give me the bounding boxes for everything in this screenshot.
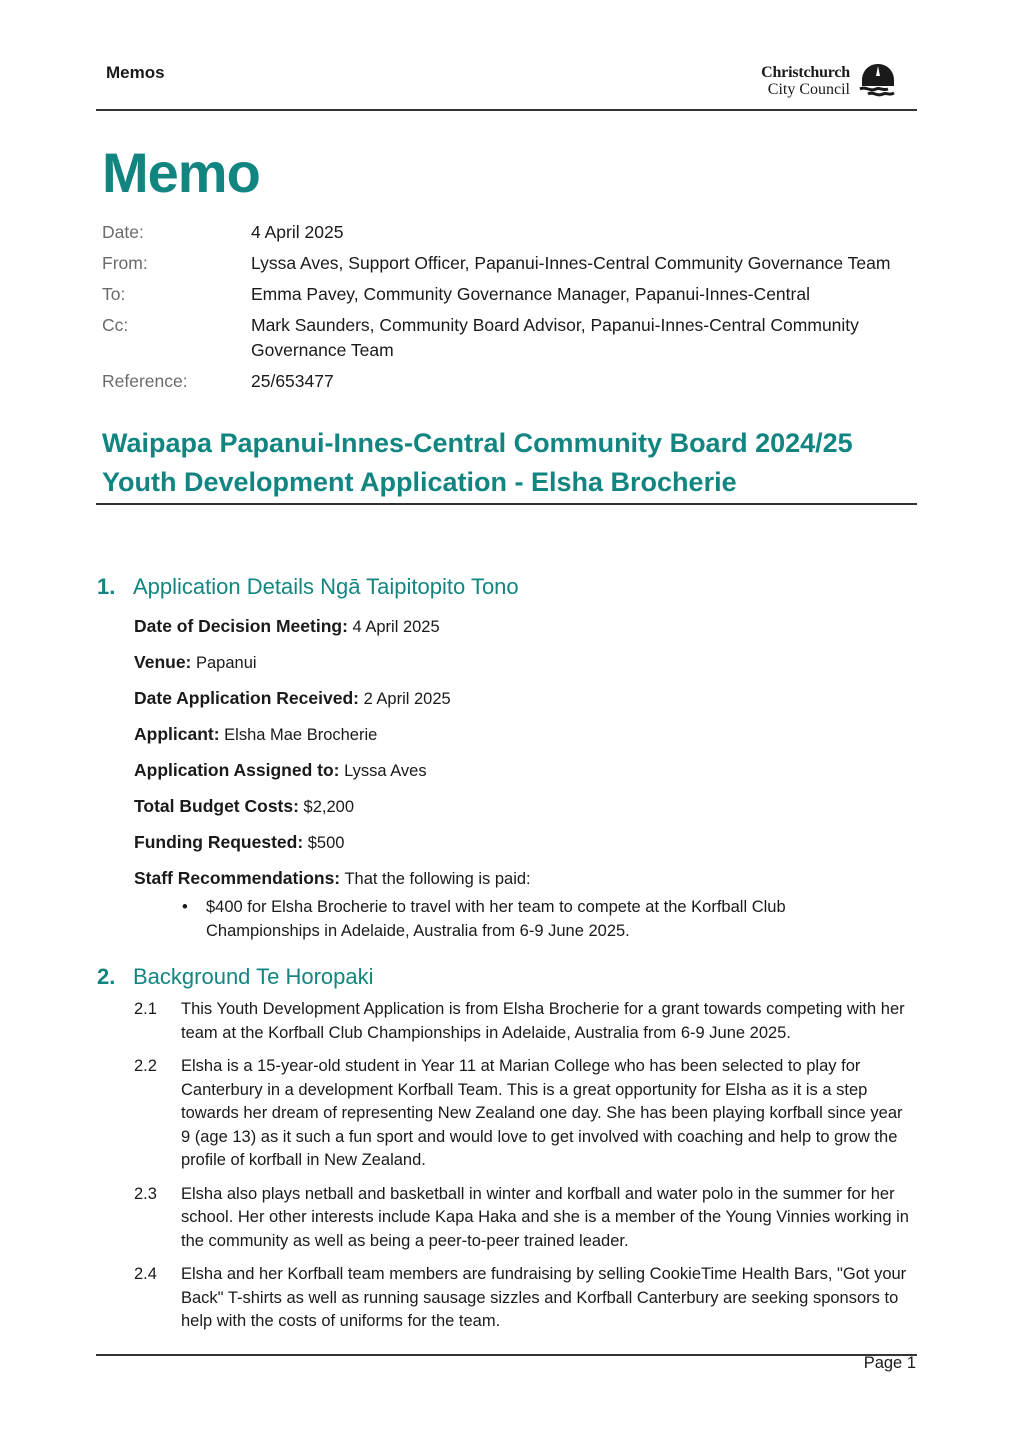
recommendation-list bbox=[180, 896, 880, 943]
detail-value: That the following is paid: bbox=[344, 870, 531, 888]
detail-value: $500 bbox=[307, 834, 345, 852]
meta-value: Emma Pavey, Community Governance Manager, Papanui-Innes-Central bbox=[251, 284, 810, 304]
logo-text-line2: City Council bbox=[767, 81, 850, 98]
footer-divider bbox=[96, 1354, 917, 1356]
background-paragraphs bbox=[134, 998, 914, 1344]
detail-key: Total Budget Costs: bbox=[134, 796, 299, 816]
paragraph-text: Elsha also plays netball and basketball in winter and korfball and water polo in the summer for her school. Her other interests include Kapa Haka and she is a member of the Young Vinnies working in the community as well as being a peer-to-peer trained leader. bbox=[181, 1184, 909, 1250]
list-item bbox=[180, 896, 880, 943]
detail-key: Applicant: bbox=[134, 724, 220, 744]
section-number: 1. bbox=[97, 574, 116, 599]
detail-row bbox=[134, 758, 914, 794]
detail-key: Date Application Received: bbox=[134, 688, 359, 708]
detail-row bbox=[134, 614, 914, 650]
detail-value: 2 April 2025 bbox=[363, 690, 451, 708]
numbered-paragraph bbox=[134, 1263, 914, 1334]
logo-text-line1: Christchurch bbox=[761, 64, 850, 81]
header-label: Memos bbox=[106, 63, 165, 82]
detail-key: Venue: bbox=[134, 652, 192, 672]
detail-value: Lyssa Aves bbox=[344, 762, 427, 780]
header-divider bbox=[96, 109, 917, 111]
meta-row-reference bbox=[102, 369, 912, 394]
paragraph-number: 2.2 bbox=[134, 1057, 157, 1075]
page-number: Page 1 bbox=[863, 1354, 916, 1372]
application-details bbox=[134, 614, 914, 902]
paragraph-text: This Youth Development Application is from Elsha Brocherie for a grant towards competing with her team at the Korfball Club Championships in Adelaide, Australia from 6-9 June 2025. bbox=[181, 1000, 905, 1042]
detail-value: Papanui bbox=[195, 654, 257, 672]
detail-key: Application Assigned to: bbox=[134, 760, 340, 780]
numbered-paragraph bbox=[134, 1055, 914, 1173]
detail-row bbox=[134, 650, 914, 686]
memo-subject: Waipapa Papanui-Innes-Central Community Board 2024/25 Youth Development Application - Elsha Brocherie bbox=[102, 428, 853, 497]
detail-key: Staff Recommendations: bbox=[134, 868, 341, 888]
paragraph-text: Elsha is a 15-year-old student in Year 11 at Marian College who has been selected to play for Canterbury in a development Korfball Team. This is a great opportunity for Elsha as it is a step towards her dream of representing New Zealand one day. She has been playing korfball since year 9 (age 13) as it such a fun sport and would love to get involved with coaching and help to grow the profile of korfball in New Zealand. bbox=[181, 1057, 903, 1169]
council-logo bbox=[746, 62, 906, 102]
meta-key: To: bbox=[102, 284, 126, 304]
meta-key: Reference: bbox=[102, 371, 188, 391]
meta-value: Lyssa Aves, Support Officer, Papanui-Innes-Central Community Governance Team bbox=[251, 253, 891, 273]
detail-row bbox=[134, 794, 914, 830]
detail-row bbox=[134, 686, 914, 722]
meta-row-from bbox=[102, 251, 912, 276]
paragraph-number: 2.3 bbox=[134, 1184, 157, 1203]
meta-key: Date: bbox=[102, 222, 144, 242]
bullet-icon: • bbox=[182, 898, 188, 916]
cathedral-logo-icon bbox=[858, 62, 898, 100]
numbered-paragraph bbox=[134, 1183, 914, 1254]
section-heading-background bbox=[97, 964, 374, 990]
detail-key: Date of Decision Meeting: bbox=[134, 616, 348, 636]
meta-value: 25/653477 bbox=[251, 371, 334, 391]
numbered-paragraph bbox=[134, 998, 914, 1045]
paragraph-number: 2.1 bbox=[134, 1000, 157, 1018]
meta-key: From: bbox=[102, 253, 148, 273]
meta-value: 4 April 2025 bbox=[251, 222, 344, 242]
list-item-text: $400 for Elsha Brocherie to travel with her team to compete at the Korfball Club Championships in Adelaide, Australia from 6-9 June 2025. bbox=[206, 898, 786, 940]
section-heading-application-details bbox=[97, 574, 519, 600]
paragraph-text: Elsha and her Korfball team members are fundraising by selling CookieTime Health Bars, "Got your Back" T-shirts as well as running sausage sizzles and Korfball Canterbury are seeking sponsors to help with the costs of uniforms for the team. bbox=[181, 1265, 907, 1330]
meta-value: Mark Saunders, Community Board Advisor, Papanui-Innes-Central Community Governance Team bbox=[251, 315, 859, 360]
meta-row-date bbox=[102, 220, 912, 245]
meta-row-cc bbox=[102, 313, 912, 363]
detail-row bbox=[134, 722, 914, 758]
paragraph-number: 2.4 bbox=[134, 1265, 157, 1283]
section-title: Application Details Ngā Taipitopito Tono bbox=[133, 574, 519, 599]
memo-title: Memo bbox=[102, 141, 260, 204]
detail-value: 4 April 2025 bbox=[352, 618, 440, 636]
meta-key: Cc: bbox=[102, 315, 129, 335]
section-title: Background Te Horopaki bbox=[133, 964, 374, 989]
detail-value: $2,200 bbox=[303, 798, 355, 816]
meta-row-to bbox=[102, 282, 912, 307]
subject-divider bbox=[96, 503, 917, 505]
detail-key: Funding Requested: bbox=[134, 832, 304, 852]
section-number: 2. bbox=[97, 964, 116, 989]
detail-value: Elsha Mae Brocherie bbox=[224, 726, 378, 744]
memo-meta-table bbox=[102, 220, 912, 400]
detail-row bbox=[134, 830, 914, 866]
